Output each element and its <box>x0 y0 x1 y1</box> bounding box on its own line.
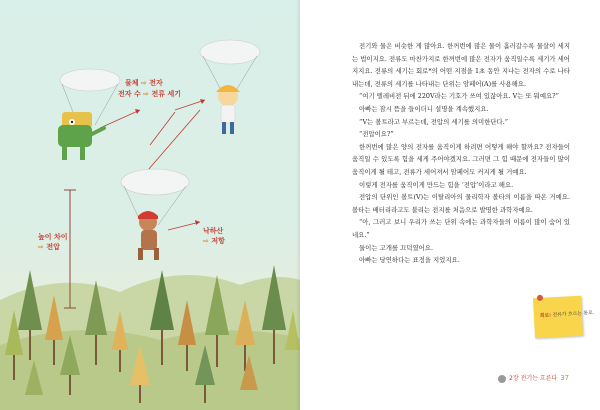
page-number: 37 <box>560 374 570 382</box>
pin-icon <box>537 295 543 301</box>
paragraph: 아빠는 당연하다는 표정을 지었지요. <box>359 256 460 265</box>
paragraph: “아, 그러고 보니 우리가 쓰는 단위 속에는 과학자들의 이름이 많이 숨어 있네요.” <box>352 218 570 239</box>
glossary-note <box>533 296 595 338</box>
paragraph: “V는 볼트라고 부르는데, 전압의 세기를 의미한단다.” <box>359 117 509 126</box>
arrow-icon: ⇨ <box>140 79 147 87</box>
note-text: 회로: 전류가 흐르는 통로. <box>539 311 595 319</box>
chapter-dot-icon <box>498 375 506 383</box>
paragraph: 아빠는 잠시 뜸을 들이더니 설명을 계속했지요. <box>359 104 489 113</box>
body-text <box>352 40 570 267</box>
near-hills <box>0 330 300 410</box>
paragraph: “여기 텔레비전 뒤에 220V라는 기호가 쓰여 있잖아요. V는 또 뭐예요?” <box>359 92 559 101</box>
arrow-icon: ⇨ <box>203 237 209 245</box>
chapter-title: 2장 전기는 흐른다 <box>509 375 558 382</box>
paragraph: 전기와 물은 비슷한 게 많아요. 한꺼번에 많은 물이 흘러갈수록 물살이 세지는 법이지요. 전류도 마찬가지로 한꺼번에 많은 전자가 움직일수록 세기가 세어지지요. 전류의 세기는 회로*의 어떤 지점을 1초 동안 지나는 전자의 수로 나타내는데, 전류의 세기를 나타내는 단위는 암페어(A)를 사용해요. <box>352 42 570 88</box>
label-object-electron: 물체 ⇨ 전자 <box>125 79 163 87</box>
text-page <box>300 0 600 410</box>
paragraph: “전압이요?” <box>359 130 394 139</box>
paragraph: 이렇게 전자를 움직이게 만드는 힘을 ‘전압’이라고 해요. <box>359 180 514 189</box>
label-parachute-resistance: 낙하산 ⇨ 저항 <box>203 227 225 245</box>
arrow-icon: ⇨ <box>38 243 44 251</box>
label-count-current: 전자 수 ⇨ 전류 세기 <box>118 90 181 98</box>
arrow-icon: ⇨ <box>143 90 150 98</box>
paragraph: 한꺼번에 많은 양의 전자를 움직이게 하려면 어떻게 해야 할까요? 전자들이 움직일 수 있도록 힘을 세게 주어야겠지요. 그러면 그 힘 때문에 전자들이 많이 움직이게 될 테고, 전류가 세어져서 암페어도 커지게 될 거예요. <box>352 142 570 176</box>
paragraph: 전압의 단위인 볼트(V)는 이탈리아의 물리학자 볼타의 이름을 따온 거예요. 볼타는 배터리라고도 불리는 전지를 처음으로 발명한 과학자예요. <box>352 193 570 214</box>
relation-arrows <box>100 99 205 230</box>
paragraph: 둘이는 고개를 끄덕였어요. <box>359 243 434 252</box>
crocodile-parachutist <box>58 69 120 160</box>
label-height-voltage: 높이 차이 ⇨ 전압 <box>38 233 68 251</box>
girl-parachutist <box>200 40 260 134</box>
page-footer <box>498 373 569 383</box>
dog-parachutist <box>121 169 189 260</box>
